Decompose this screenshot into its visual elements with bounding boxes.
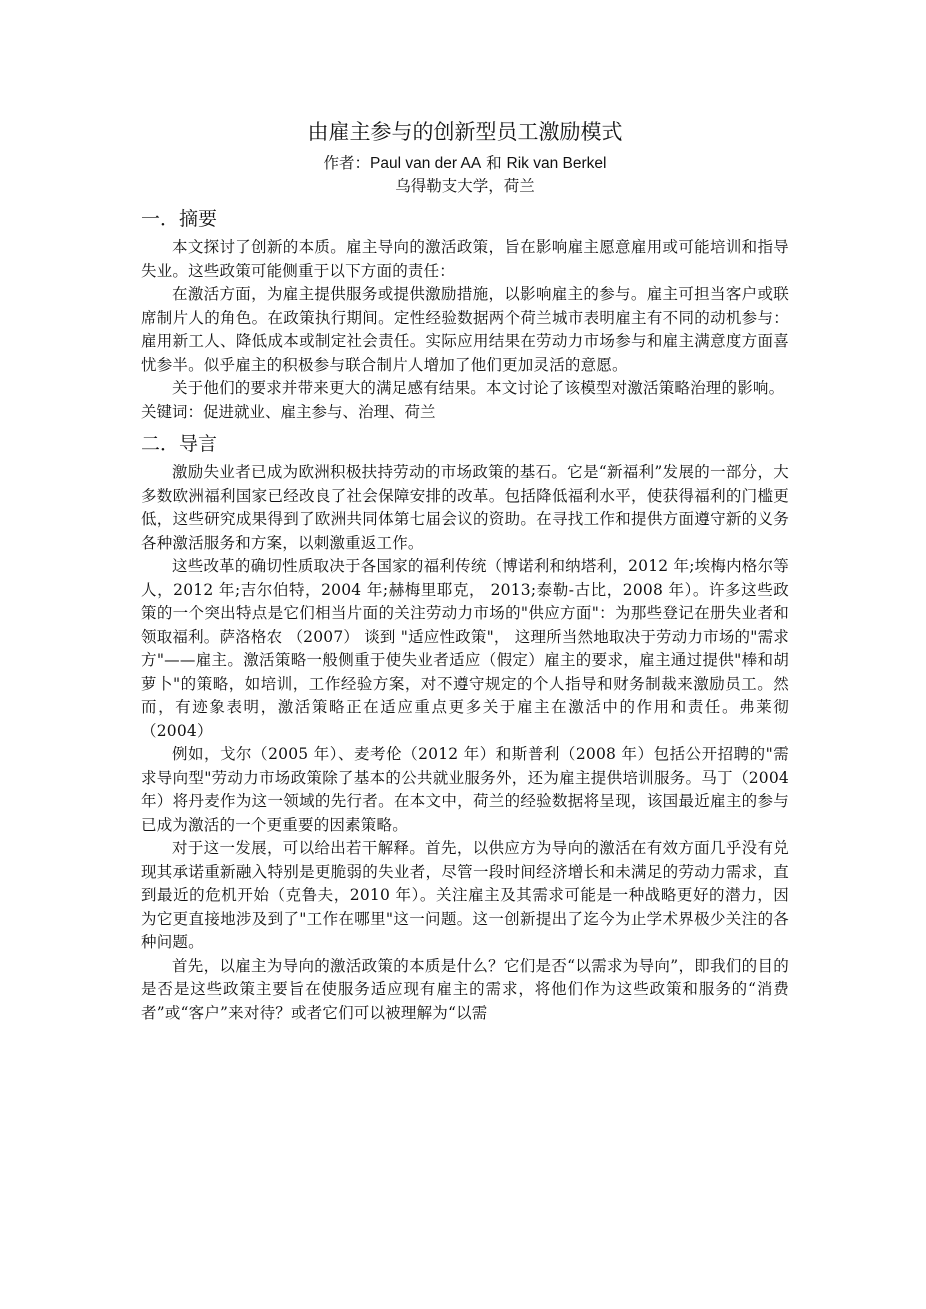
section-heading-abstract: 一．摘要	[141, 208, 218, 230]
paragraph: 对于这一发展，可以给出若干解释。首先，以供应方为导向的激活在有效方面几乎没有兑现其承诺重新融入特别是更脆弱的失业者，尽管一段时间经济增长和未满足的劳动力需求，直到最近的危机开始（克鲁夫，2010 年）。关注雇主及其需求可能是一种战略更好的潜力，因为它更直接地涉及到了"工作在哪里"这一问题。这一创新提出了迄今为止学术界极少关注的各种问题。	[141, 839, 789, 951]
paragraph: 在激活方面，为雇主提供服务或提供激励措施，以影响雇主的参与。雇主可担当客户或联席制片人的角色。在政策执行期间。定性经验数据两个荷兰城市表明雇主有不同的动机参与：雇用新工人、降低成本或制定社会责任。实际应用结果在劳动力市场参与和雇主满意度方面喜忧参半。似乎雇主的积极参与联合制片人增加了他们更加灵活的意愿。	[141, 285, 789, 374]
byline	[141, 152, 789, 175]
paragraph: 激励失业者已成为欧洲积极扶持劳动的市场政策的基石。它是“新福利”发展的一部分，大多数欧洲福利国家已经改良了社会保障安排的改革。包括降低福利水平，使获得福利的门槛更低，这些研究成果得到了欧洲共同体第七届会议的资助。在寻找工作和提供方面遵守新的义务各种激活服务和方案，以刺激重返工作。	[141, 463, 789, 552]
section-heading-introduction: 二．导言	[141, 433, 218, 455]
author-name: Rik van Berkel	[506, 155, 607, 172]
paper-title: 由雇主参与的创新型员工激励模式	[307, 120, 623, 144]
affiliation: 乌得勒支大学，荷兰	[395, 177, 535, 195]
paragraph: 这些改革的确切性质取决于各国家的福利传统（博诺利和纳塔利，2012 年;埃梅内格尔等人，2012 年;吉尔伯特，2004 年;赫梅里耶克， 2013;泰勒-古比，2008 年）。许多这些政策的一个突出特点是它们相当片面的关注劳动力市场的"供应方面"：为那些登记在册失业者和领取福利。萨洛格农 （2007） 谈到 "适应性政策"， 这理所当然地取决于劳动力市场的"需求方"——雇主。激活策略一般侧重于使失业者适应（假定）雇主的要求，雇主通过提供"棒和胡萝卜"的策略，如培训，工作经验方案，对不遵守规定的个人指导和财务制裁来激励员工。然而，有迹象表明，激活策略正在适应重点更多关于雇主在激活中的作用和责任。弗莱彻（2004）	[141, 557, 789, 740]
byline-conjunction: 和	[481, 154, 507, 172]
paragraph: 关于他们的要求并带来更大的满足感有结果。本文讨论了该模型对激活策略治理的影响。	[172, 379, 785, 397]
paragraph: 本文探讨了创新的本质。雇主导向的激活政策，旨在影响雇主愿意雇用或可能培训和指导失业。这些政策可能侧重于以下方面的责任：	[141, 238, 789, 280]
keywords: 关键词：促进就业、雇主参与、治理、荷兰	[141, 402, 436, 421]
paragraph: 首先，以雇主为导向的激活政策的本质是什么？它们是否“以需求为导向”，即我们的目的是否是这些政策主要旨在使服务适应现有雇主的需求，将他们作为这些政策和服务的“消费者”或“客户”来对待？或者它们可以被理解为“以需	[141, 956, 789, 1022]
paragraph: 例如，戈尔（2005 年）、麦考伦（2012 年）和斯普利（2008 年）包括公开招聘的"需求导向型"劳动力市场政策除了基本的公共就业服务外，还为雇主提供培训服务。马丁（2004 年）将丹麦作为这一领域的先行者。在本文中，荷兰的经验数据将呈现，该国最近雇主的参与已成为激活的一个更重要的因素策略。	[141, 745, 789, 834]
document-page	[141, 118, 789, 1025]
author-name: Paul van der AA	[370, 155, 482, 172]
byline-prefix: 作者：	[323, 154, 371, 172]
